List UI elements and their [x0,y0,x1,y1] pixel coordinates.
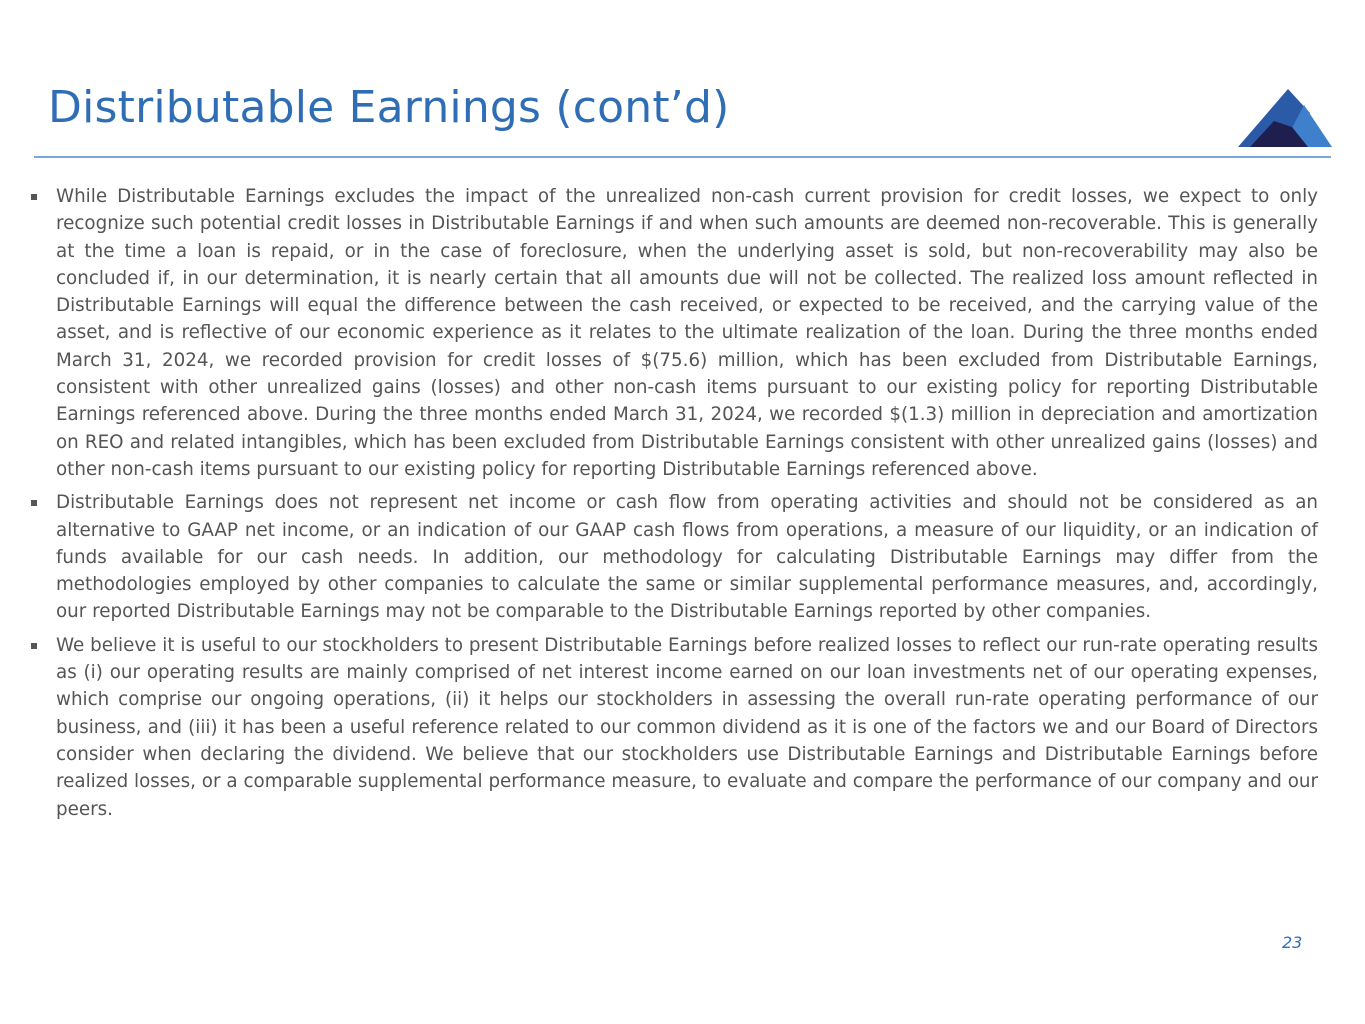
title-divider [34,156,1331,158]
bullet-item [28,489,1318,625]
bullet-list [28,183,1318,829]
bullet-item [28,183,1318,483]
bullet-text: Distributable Earnings does not represent net income or cash flow from operating activities and should not be considered as an alternative to GAAP net income, or an indication of our GAAP cash flows from operations, a measure of our liquidity, or an indication of funds available for our cash needs. In addition, our methodology for calculating Distributable Earnings may differ from the methodologies employed by other companies to calculate the same or similar supplemental performance measures, and, accordingly, our reported Distributable Earnings may not be comparable to the Distributable Earnings reported by other companies. [56,492,1318,623]
square-bullet-icon [31,194,37,200]
slide-title: Distributable Earnings (cont’d) [48,82,730,133]
bullet-text: While Distributable Earnings excludes the impact of the unrealized non-cash current provision for credit losses, we expect to only recognize such potential credit losses in Distributable Earnings if and when such amounts are deemed non-recoverable. This is generally at the time a loan is repaid, or in the case of foreclosure, when the underlying asset is sold, but non-recoverability may also be concluded if, in our determination, it is nearly certain that all amounts due will not be collected. The realized loss amount reflected in Distributable Earnings will equal the difference between the cash received, or expected to be received, and the carrying value of the asset, and is reflective of our economic experience as it relates to the ultimate realization of the loan. During the three months ended March 31, 2024, we recorded provision for credit losses of $(75.6) million, which has been excluded from Distributable Earnings, consistent with other unrealized gains (losses) and other non-cash items pursuant to our existing policy for reporting Distributable Earnings referenced above. During the three months ended March 31, 2024, we recorded $(1.3) million in depreciation and amortization on REO and related intangibles, which has been excluded from Distributable Earnings consistent with other unrealized gains (losses) and other non-cash items pursuant to our existing policy for reporting Distributable Earnings referenced above. [56,186,1318,480]
square-bullet-icon [31,500,37,506]
mountain-logo-icon [1236,87,1332,149]
bullet-item [28,632,1318,823]
square-bullet-icon [31,643,37,649]
page-number: 23 [1282,933,1303,952]
bullet-text: We believe it is useful to our stockholders to present Distributable Earnings before realized losses to reflect our run-rate operating results as (i) our operating results are mainly comprised of net interest income earned on our loan investments net of our operating expenses, which comprise our ongoing operations, (ii) it helps our stockholders in assessing the overall run-rate operating performance of our business, and (iii) it has been a useful reference related to our common dividend as it is one of the factors we and our Board of Directors consider when declaring the dividend. We believe that our stockholders use Distributable Earnings and Distributable Earnings before realized losses, or a comparable supplemental performance measure, to evaluate and compare the performance of our company and our peers. [56,634,1318,820]
